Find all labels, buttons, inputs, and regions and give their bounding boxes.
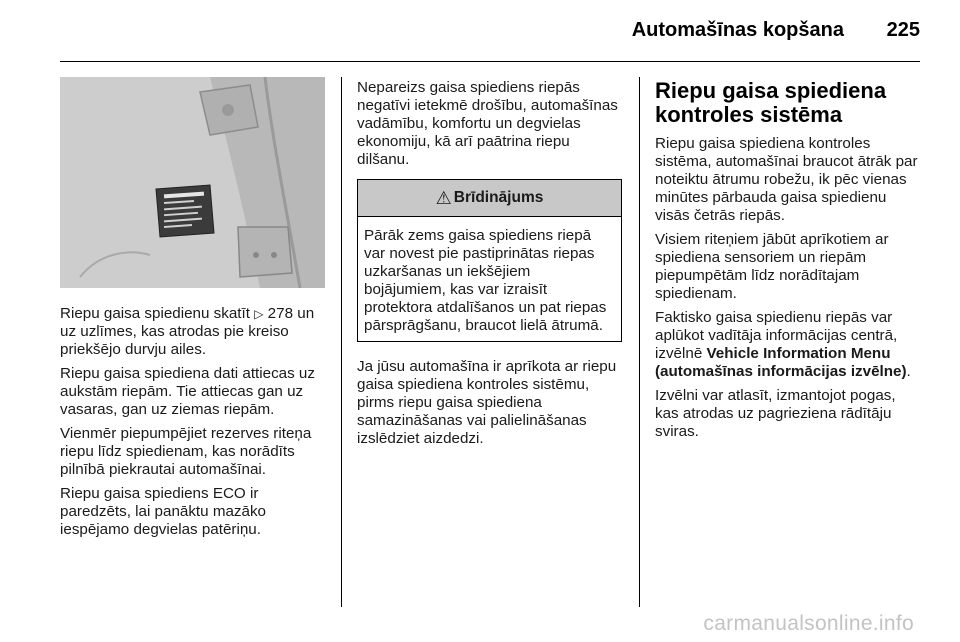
page-reference-link[interactable]: 278 <box>267 305 294 322</box>
warning-triangle-icon: ⚠ <box>435 188 452 208</box>
paragraph-eco-pressure: Riepu gaisa spiediens ECO ir paredzēts, lai panāktu mazāko iespējamo degvielas patēriņu. <box>60 485 266 538</box>
watermark-text: carmanualsonline.info <box>703 612 914 635</box>
warning-body <box>358 217 621 341</box>
warning-box <box>357 179 622 342</box>
section-title: Riepu gaisa spiediena kontroles sistēma <box>655 78 887 127</box>
column-1 <box>60 305 326 545</box>
door-pillar-tire-label-photo <box>60 77 325 288</box>
column-divider-1 <box>341 77 342 607</box>
paragraph-tire-pressure-reference: Riepu gaisa spiedienu skatīt ▷ 278 un uz uzlīmes, kas atrodas pie kreiso priekšējo durvju ailes. <box>60 305 315 358</box>
paragraph-sensors: Visiem riteņiem jābūt aprīkotiem ar spiediena sensoriem un riepām piepumpētām līdz norādītajam spiedienam. <box>655 231 889 302</box>
page-title: Automašīnas kopšana <box>631 19 844 41</box>
door-pillar-illustration <box>60 77 325 288</box>
paragraph-system-description: Riepu gaisa spiediena kontroles sistēma, automašīnai braucot ātrāk par noteiktu ātrumu robežu, ik pēc vienas minūtes pārbauda gaisa spiedienu visās četrās riepās. <box>655 135 918 224</box>
tire-pressure-sticker <box>156 185 214 237</box>
menu-name: Vehicle Information Menu (automašīnas informācijas izvēlne) <box>655 345 907 380</box>
warning-header <box>358 180 621 217</box>
paragraph-incorrect-pressure: Nepareizs gaisa spiediens riepās negatīvi ietekmē drošību, automašīnas vadāmību, komfortu un degvielas ekonomiju, kā arī paātrina riepu dilšanu. <box>357 79 618 168</box>
warning-text: Pārāk zems gaisa spiediens riepā var novest pie pastiprinātas riepas uzkaršanas un iekšējiem bojājumiem, kas var izraisīt protektora atdalīšanos un pat riepas pārsprāgšanu, braucot lielā ātrumā. <box>364 227 607 334</box>
paragraph-menu-selection: Izvēlni var atlasīt, izmantojot pogas, kas atrodas uz pagrieziena rādītāju sviras. <box>655 387 896 440</box>
paragraph-info-center: Faktisko gaisa spiedienu riepās var aplūkot vadītāja informācijas centrā, izvēlnē Vehicle Information Menu (automašīnas informācijas izvēlne). <box>655 309 911 380</box>
paragraph-spare-wheel: Vienmēr piepumpējiet rezerves riteņa riepu līdz spiedienam, kas norādīts pilnībā piekrautai automašīnai. <box>60 425 312 478</box>
column-divider-2 <box>639 77 640 607</box>
warning-title: Brīdinājums <box>453 189 544 206</box>
paragraph-cold-tires: Riepu gaisa spiediena dati attiecas uz aukstām riepām. Tie attiecas gan uz vasaras, gan uz ziemas riepām. <box>60 365 315 418</box>
column-2 <box>357 79 622 454</box>
column-3 <box>655 79 921 447</box>
page-number: 225 <box>886 19 920 41</box>
paragraph-ignition-off: Ja jūsu automašīna ir aprīkota ar riepu gaisa spiediena kontroles sistēmu, pirms riepu gaisa spiediena samazināšanas vai palielināšanas izslēdziet aizdedzi. <box>357 358 617 447</box>
page-header <box>60 0 920 62</box>
arrow-right-icon: ▷ <box>254 307 264 321</box>
